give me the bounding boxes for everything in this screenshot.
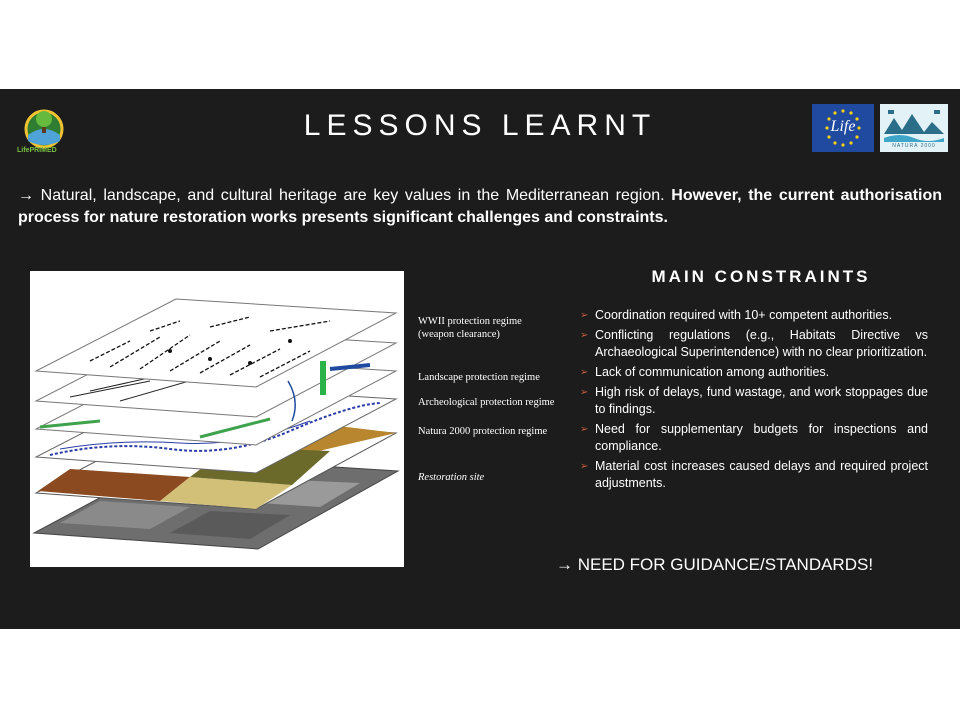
slide [0,89,960,629]
label-archeological: Archeological protection regime [418,397,555,408]
call-to-action: → NEED FOR GUIDANCE/STANDARDS! [556,555,874,574]
bullet-arrow-icon: ➢ [580,330,589,341]
label-natura-2000: Natura 2000 protection regime [418,426,548,437]
constraints-list [580,307,928,495]
main-constraints-title: MAIN CONSTRAINTS [651,267,871,286]
intro-text: Natural, landscape, and cultural heritage are key values in the Mediterranean region. [40,187,665,204]
constraint-text: High risk of delays, fund wastage, and work stoppages due to findings. [595,385,928,416]
slide-title: LESSONS LEARNT [303,109,657,142]
label-restoration-site: Restoration site [418,472,485,483]
constraint-item [580,458,928,492]
constraint-text: Material cost increases caused delays and required project adjustments. [595,459,928,490]
bullet-arrow-icon: ➢ [580,461,589,472]
constraint-item [580,421,928,455]
bullet-arrow-icon: ➢ [580,367,589,378]
constraint-item [580,384,928,418]
constraint-text: Coordination required with 10+ competent authorities. [595,308,893,322]
bullet-arrow-icon: ➢ [580,424,589,435]
logo-left-label: LifePRIMED [17,147,57,154]
constraint-text: Conflicting regulations (e.g., Habitats Directive vs Archaeological Superintendence) with no clear prioritization. [595,328,928,359]
label-wwii: WWII protection regime (weapon clearance) [418,316,522,340]
bullet-arrow-icon: ➢ [580,387,589,398]
constraint-item [580,364,928,381]
intro-paragraph [18,185,942,229]
layered-map-diagram [30,271,404,567]
eu-life-label: Life [830,118,856,135]
intro-bold-text: However, the current authorisation process for nature restoration works presents significant challenges and constraints. [18,187,942,226]
bullet-arrow-icon: ➢ [580,310,589,321]
label-landscape: Landscape protection regime [418,372,540,383]
natura-2000-label: NATURA 2000 [892,143,936,149]
constraint-text: Need for supplementary budgets for inspections and compliance. [595,422,928,453]
constraint-item [580,327,928,361]
intro-arrow: → [18,187,34,204]
constraint-text: Lack of communication among authorities. [595,365,830,379]
constraint-item [580,307,928,324]
